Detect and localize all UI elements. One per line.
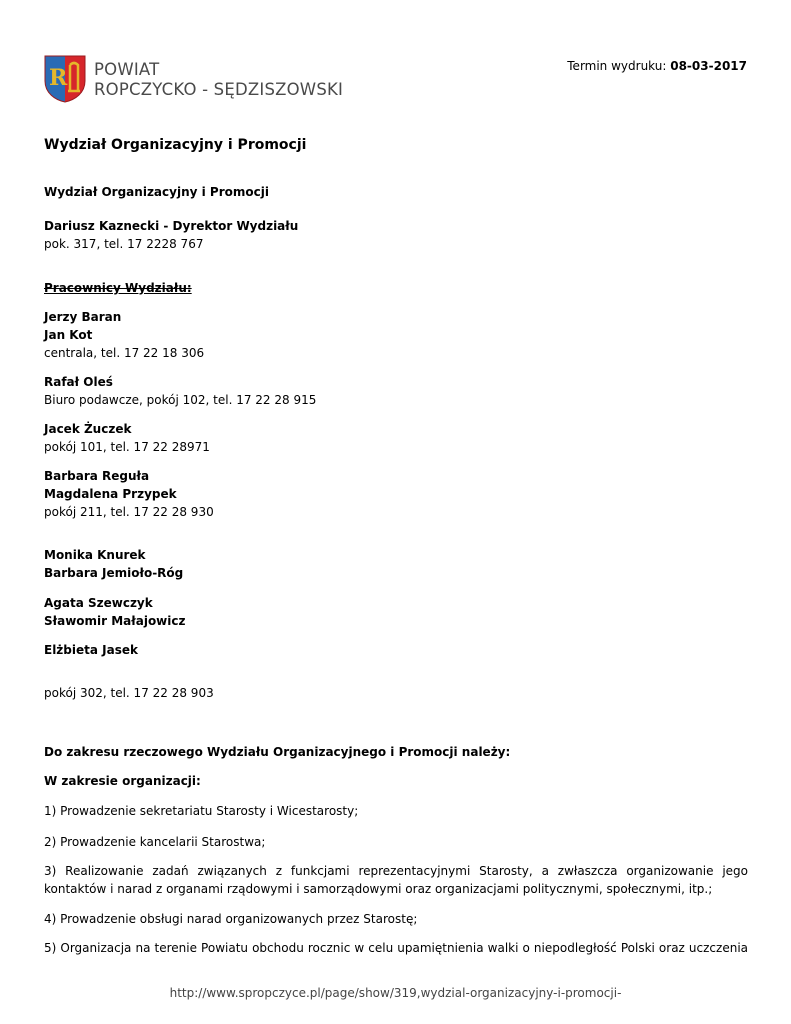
staff-name: Sławomir Małajowicz — [44, 614, 186, 628]
staff-heading: Pracownicy Wydziału: — [44, 281, 192, 295]
list-item: 1) Prowadzenie sekretariatu Starosty i Wicestarosty; — [44, 804, 359, 818]
staff-name: Barbara Reguła — [44, 469, 150, 483]
staff-name: Jacek Żuczek — [44, 422, 132, 436]
director-contact: pok. 317, tel. 17 2228 767 — [44, 237, 204, 251]
staff-contact: pokój 302, tel. 17 22 28 903 — [44, 686, 214, 700]
staff-name: Jan Kot — [44, 328, 93, 342]
staff-contact: pokój 101, tel. 17 22 28971 — [44, 440, 210, 454]
staff-name: Monika Knurek — [44, 548, 146, 562]
logo-line-name: ROPCZYCKO - SĘDZISZOWSKI — [94, 80, 344, 99]
staff-contact: Biuro podawcze, pokój 102, tel. 17 22 28 915 — [44, 393, 317, 407]
scope-heading: Do zakresu rzeczowego Wydziału Organizacyjnego i Promocji należy: — [44, 745, 511, 759]
coat-of-arms-icon — [44, 55, 86, 103]
staff-name: Agata Szewczyk — [44, 596, 153, 610]
staff-name: Elżbieta Jasek — [44, 643, 138, 657]
organization-heading: W zakresie organizacji: — [44, 774, 201, 788]
list-item: 4) Prowadzenie obsługi narad organizowanych przez Starostę; — [44, 912, 418, 926]
footer-url[interactable]: http://www.spropczyce.pl/page/show/319,wydzial-organizacyjny-i-promocji- — [169, 986, 622, 1000]
page-title: Wydział Organizacyjny i Promocji — [44, 137, 307, 153]
staff-name: Rafał Oleś — [44, 375, 113, 389]
staff-name: Magdalena Przypek — [44, 487, 177, 501]
section-name: Wydział Organizacyjny i Promocji — [44, 185, 269, 199]
print-date-value: 08-03-2017 — [670, 59, 747, 73]
print-date — [567, 59, 747, 73]
list-item: 3) Realizowanie zadań związanych z funkcjami reprezentacyjnymi Starosty, a zwłaszcza organizowanie jego kontaktów i narad z organami rządowymi i samorządowymi oraz organizacjami politycznymi, społecznymi, itp.; — [44, 864, 748, 896]
director-name: Dariusz Kaznecki - Dyrektor Wydziału — [44, 219, 299, 233]
staff-contact: pokój 211, tel. 17 22 28 930 — [44, 505, 214, 519]
print-date-label: Termin wydruku: — [567, 59, 667, 73]
staff-contact: centrala, tel. 17 22 18 306 — [44, 346, 205, 360]
list-item: 5) Organizacja na terenie Powiatu obchodu rocznic w celu upamiętnienia walki o niepodległość Polski oraz uczczenia — [44, 941, 748, 955]
staff-name: Barbara Jemioło-Róg — [44, 566, 184, 580]
logo-line-powiat: POWIAT — [94, 60, 160, 79]
staff-name: Jerzy Baran — [44, 310, 122, 324]
svg-text:R: R — [49, 65, 68, 91]
list-item: 2) Prowadzenie kancelarii Starostwa; — [44, 835, 266, 849]
powiat-logo — [44, 55, 344, 103]
